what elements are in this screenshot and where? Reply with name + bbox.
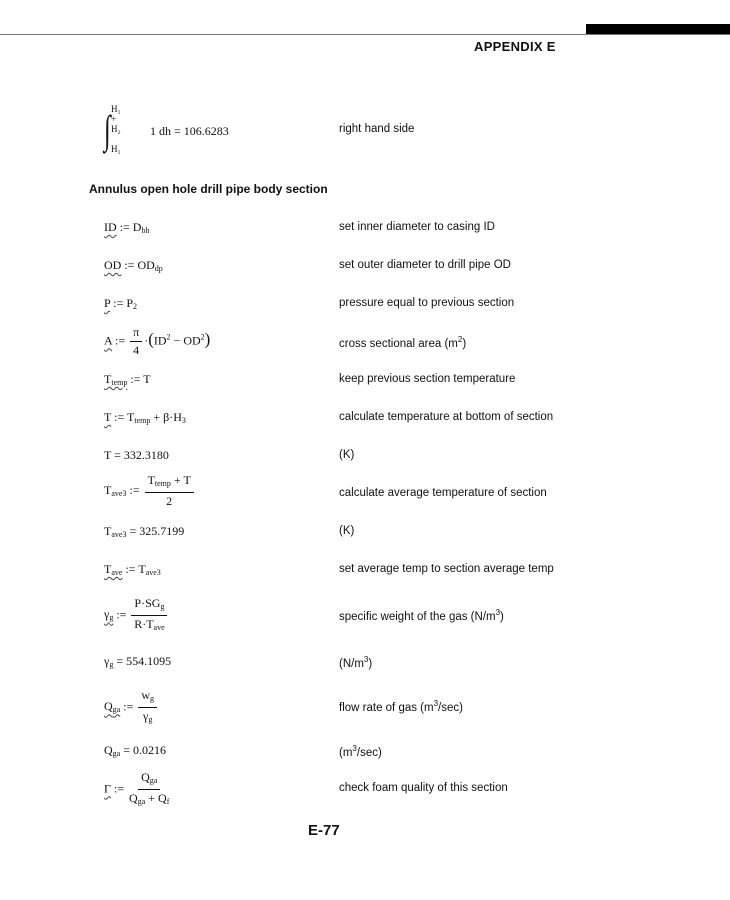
page-number: E-77 [308, 822, 340, 839]
integral-sign: ∫ [104, 107, 111, 152]
description-temp-bottom: calculate temperature at bottom of section [339, 411, 554, 423]
formula-temp-previous: $T_{temp}$ := T [104, 372, 151, 387]
unit-avg-temperature: (K) [339, 525, 355, 537]
integral-upper-limit: H₁ + H₂ [111, 104, 121, 134]
description-pressure: pressure equal to previous section [339, 297, 515, 309]
formula-set-avg-temp: $T_{ave}$ := $T_{ave3}$ [104, 562, 161, 577]
result-specific-weight: $\gamma_g = 554.1095$ [104, 654, 172, 669]
description-foam-quality: check foam quality of this section [339, 782, 508, 794]
description-specific-weight: specific weight of the gas $(N/m^3)$ [339, 608, 504, 623]
header-rule [0, 34, 730, 35]
description-temp-previous: keep previous section temperature [339, 373, 516, 385]
description-avg-temperature: calculate average temperature of section [339, 487, 547, 499]
unit-gas-flow-rate: $(m^3/\sec)$ [339, 744, 382, 759]
integral-description: right hand side [339, 123, 415, 135]
formula-pressure: P := $P_2$ [104, 296, 138, 311]
formula-foam-quality: Γ := $\frac{Q_{ga}}{Q_{ga} + Q_f}$ [104, 770, 170, 806]
formula-outer-diameter: OD := $OD_{dp}$ [104, 258, 163, 273]
description-area: cross sectional area $(m^2)$ [339, 335, 467, 350]
formula-specific-weight: $\gamma_g$ := $\frac{P\cdot SG_g}{R\cdot T_{ave}}$ [104, 597, 169, 634]
result-temperature: T = 332.3180 [104, 448, 169, 462]
unit-temperature: (K) [339, 449, 355, 461]
appendix-label: APPENDIX E [474, 39, 556, 54]
result-avg-temperature: $T_{ave3} = 325.7199$ [104, 524, 185, 539]
description-set-avg-temp: set average temp to section average temp [339, 563, 554, 575]
integral-lower-limit: H₁ [111, 144, 121, 154]
result-gas-flow-rate: $Q_{ga} = 0.0216$ [104, 743, 167, 758]
header-bar [586, 24, 730, 34]
formula-inner-diameter: ID := $D_{bh}$ [104, 220, 150, 235]
formula-temp-bottom: T := $T_{temp} + \beta\cdot H_3$ [104, 410, 186, 425]
formula-avg-temperature: $T_{ave3}$ := $\frac{T_{temp} + T}{2}$ [104, 474, 196, 508]
description-gas-flow-rate: flow rate of gas $(m^3/\sec)$ [339, 699, 463, 714]
formula-area: A := $\frac{\pi}{4}$ $\cdot(ID^2 - OD^2)$ [104, 325, 211, 357]
section-heading: Annulus open hole drill pipe body section [89, 182, 328, 196]
formula-gas-flow-rate: $Q_{ga}$ := $\frac{w_g}{\gamma_g}$ [104, 689, 159, 726]
description-outer-diameter: set outer diameter to drill pipe OD [339, 259, 511, 271]
unit-specific-weight: $(N/m^3)$ [339, 655, 373, 670]
integral-body: 1 dh = 106.6283 [150, 124, 229, 138]
description-inner-diameter: set inner diameter to casing ID [339, 221, 495, 233]
